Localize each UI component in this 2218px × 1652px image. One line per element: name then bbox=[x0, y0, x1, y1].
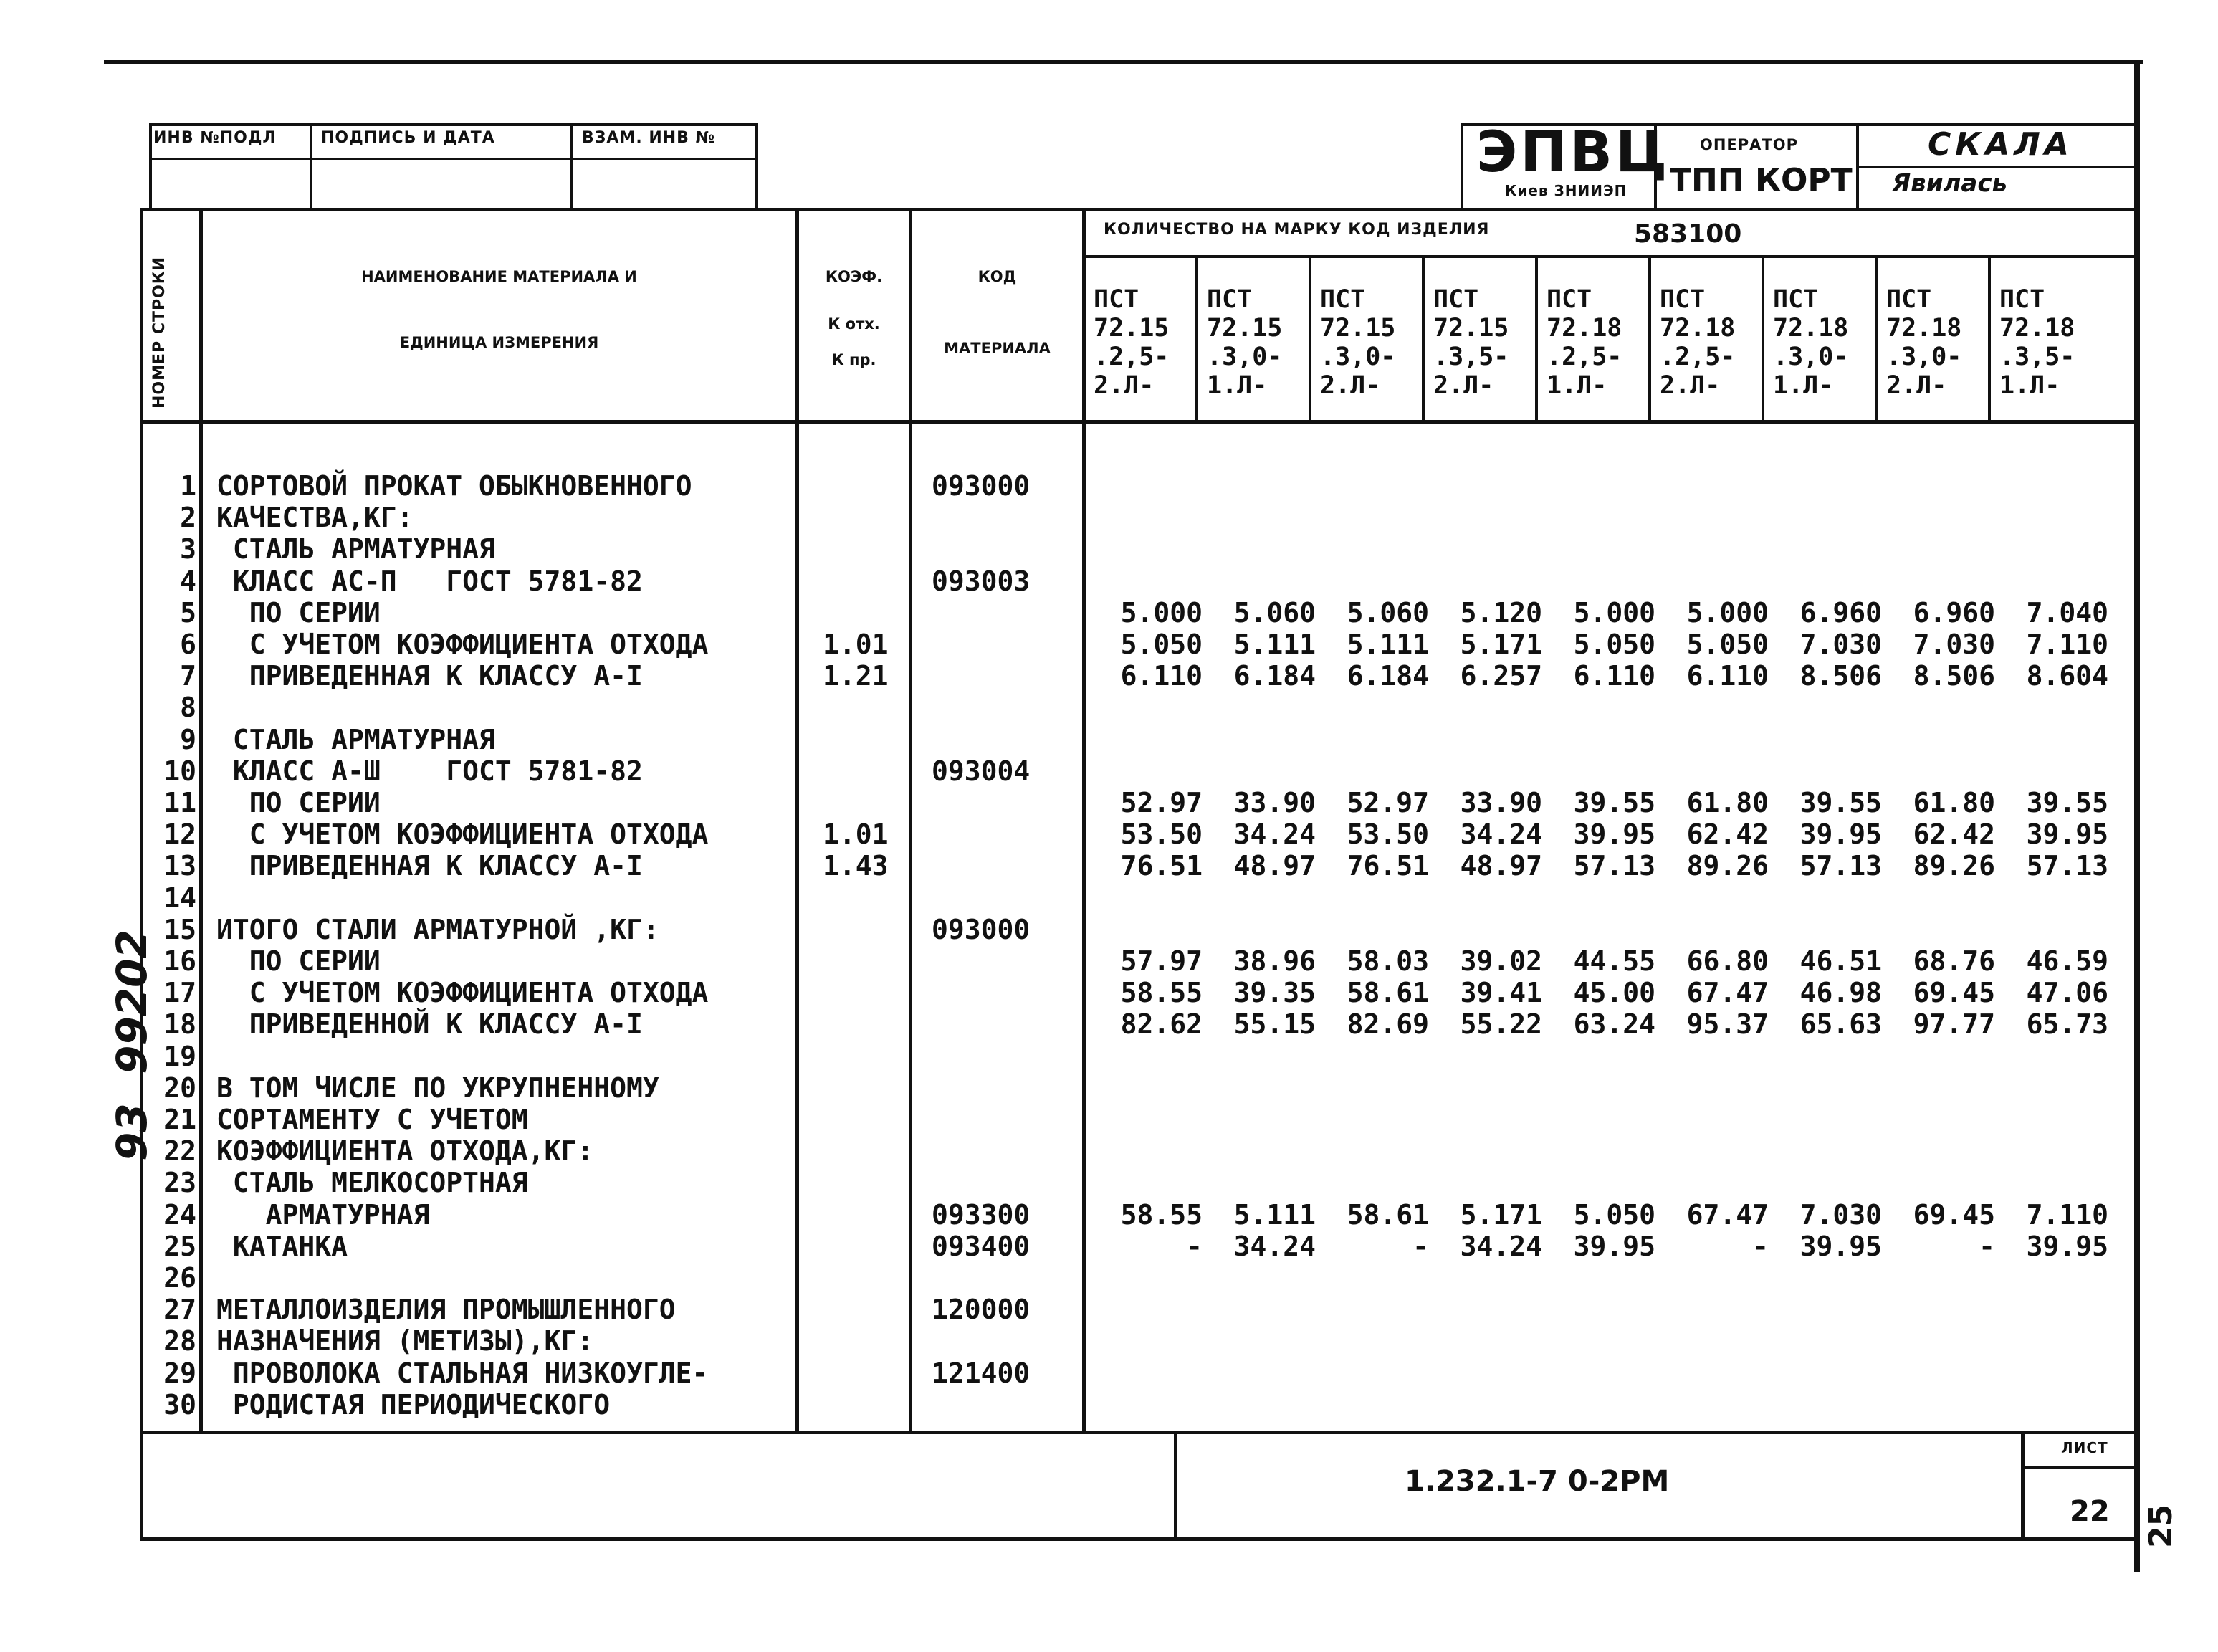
quantity-value: - bbox=[1752, 1231, 1769, 1262]
qty-col-div bbox=[1195, 255, 1198, 421]
col-div-name bbox=[199, 208, 203, 1433]
row-number: 28 bbox=[163, 1325, 196, 1357]
quantity-value: 39.95 bbox=[1799, 1231, 1882, 1262]
qty-col-div bbox=[1648, 255, 1651, 421]
quantity-value: 34.24 bbox=[1460, 818, 1542, 850]
quantity-value: 6.257 bbox=[1460, 660, 1542, 692]
row-number: 16 bbox=[163, 945, 196, 977]
quantity-value: 62.42 bbox=[1913, 818, 1995, 850]
row-number: 9 bbox=[180, 724, 196, 755]
row-number: 12 bbox=[163, 818, 196, 850]
quantity-value: 39.95 bbox=[1799, 818, 1882, 850]
coefficient: 1.43 bbox=[823, 850, 889, 882]
material-code: 093004 bbox=[932, 755, 1031, 787]
quantity-value: 47.06 bbox=[2026, 977, 2108, 1008]
quantity-value: 69.45 bbox=[1913, 977, 1995, 1008]
quantity-value: 89.26 bbox=[1686, 850, 1769, 882]
quantity-value: 5.171 bbox=[1460, 1199, 1542, 1231]
stamp-podpis: ПОДПИСЬ И ДАТА bbox=[321, 129, 495, 147]
quantity-value: 52.97 bbox=[1120, 787, 1203, 818]
quantity-value: 48.97 bbox=[1460, 850, 1542, 882]
quantity-value: - bbox=[1186, 1231, 1203, 1262]
code-header-2: МАТЕРИАЛА bbox=[944, 340, 1051, 357]
quantity-value: 39.55 bbox=[2026, 787, 2108, 818]
quantity-value: 5.111 bbox=[1233, 1199, 1316, 1231]
coef-header-3: К пр. bbox=[831, 351, 876, 368]
col-div-code bbox=[909, 208, 912, 1433]
quantity-value: 67.47 bbox=[1686, 1199, 1769, 1231]
material-name: КАЧЕСТВА,КГ: bbox=[216, 502, 414, 533]
quantity-value: 55.22 bbox=[1460, 1008, 1542, 1040]
quantity-value: 39.55 bbox=[1799, 787, 1882, 818]
quantity-value: 34.24 bbox=[1233, 1231, 1316, 1262]
row-number: 4 bbox=[180, 565, 196, 597]
material-name: СТАЛЬ АРМАТУРНАЯ bbox=[216, 724, 495, 755]
quantity-value: 68.76 bbox=[1913, 945, 1995, 977]
quantity-value: 44.55 bbox=[1573, 945, 1655, 977]
product-column-header: ПСТ 72.18 .2,5- 2.Л- bbox=[1660, 285, 1736, 400]
stamp-div1 bbox=[310, 123, 312, 209]
footer-list-line bbox=[2021, 1466, 2136, 1469]
material-code: 093000 bbox=[932, 914, 1031, 945]
quantity-value: 7.030 bbox=[1913, 629, 1995, 660]
quantity-value: 7.030 bbox=[1799, 1199, 1882, 1231]
quantity-value: 33.90 bbox=[1460, 787, 1542, 818]
row-number: 13 bbox=[163, 850, 196, 882]
quantity-value: 5.050 bbox=[1120, 629, 1203, 660]
material-name: С УЧЕТОМ КОЭФФИЦИЕНТА ОТХОДА bbox=[216, 818, 709, 850]
material-code: 093300 bbox=[932, 1199, 1031, 1231]
row-number: 27 bbox=[163, 1294, 196, 1325]
quantity-value: 39.95 bbox=[2026, 1231, 2108, 1262]
quantity-value: 39.02 bbox=[1460, 945, 1542, 977]
quantity-value: 58.61 bbox=[1347, 977, 1429, 1008]
quantity-value: 57.97 bbox=[1120, 945, 1203, 977]
quantity-value: 6.110 bbox=[1686, 660, 1769, 692]
header-bottom bbox=[140, 420, 2139, 424]
material-code: 121400 bbox=[932, 1357, 1031, 1389]
quantity-value: 33.90 bbox=[1233, 787, 1316, 818]
material-name: ПО СЕРИИ bbox=[216, 945, 381, 977]
row-number: 14 bbox=[163, 882, 196, 914]
row-number: 23 bbox=[163, 1167, 196, 1198]
footer-bottom bbox=[140, 1537, 2139, 1541]
material-name: ПРИВЕДЕННАЯ К КЛАССУ А-I bbox=[216, 850, 643, 882]
skala-label: СКАЛА bbox=[1928, 126, 2073, 163]
coefficient: 1.01 bbox=[823, 818, 889, 850]
quantity-value: 7.110 bbox=[2026, 629, 2108, 660]
coefficient: 1.01 bbox=[823, 629, 889, 660]
stamp-vzam: ВЗАМ. ИНВ № bbox=[582, 129, 716, 147]
material-name: СТАЛЬ АРМАТУРНАЯ bbox=[216, 533, 495, 565]
material-code: 093003 bbox=[932, 565, 1031, 597]
org-small: Киев ЗНИИЭП bbox=[1505, 182, 1627, 199]
quantity-value: 61.80 bbox=[1686, 787, 1769, 818]
quantity-value: 39.95 bbox=[1573, 1231, 1655, 1262]
name-header-2: ЕДИНИЦА ИЗМЕРЕНИЯ bbox=[399, 334, 599, 351]
row-number: 21 bbox=[163, 1104, 196, 1135]
material-name: ПО СЕРИИ bbox=[216, 787, 381, 818]
quantity-value: 61.80 bbox=[1913, 787, 1995, 818]
quantity-value: 5.111 bbox=[1347, 629, 1429, 660]
material-name: В ТОМ ЧИСЛЕ ПО УКРУПНЕННОМУ bbox=[216, 1072, 659, 1104]
quantity-value: 67.47 bbox=[1686, 977, 1769, 1008]
coef-header-1: КОЭФ. bbox=[825, 268, 883, 285]
quantity-value: 5.111 bbox=[1233, 629, 1316, 660]
row-number: 17 bbox=[163, 977, 196, 1008]
quantity-value: 38.96 bbox=[1233, 945, 1316, 977]
quantity-value: 7.110 bbox=[2026, 1199, 2108, 1231]
footer-top bbox=[140, 1431, 2139, 1434]
material-name: ПО СЕРИИ bbox=[216, 597, 381, 629]
material-code: 120000 bbox=[932, 1294, 1031, 1325]
quantity-value: - bbox=[1412, 1231, 1429, 1262]
quantity-value: 39.95 bbox=[2026, 818, 2108, 850]
quantity-value: 62.42 bbox=[1686, 818, 1769, 850]
operator-value: ТПП КОРТ bbox=[1670, 162, 1853, 199]
row-number: 30 bbox=[163, 1389, 196, 1421]
material-name: КОЭФФИЦИЕНТА ОТХОДА,КГ: bbox=[216, 1135, 594, 1167]
product-column-header: ПСТ 72.18 .3,5- 1.Л- bbox=[1999, 285, 2075, 400]
quantity-value: 69.45 bbox=[1913, 1199, 1995, 1231]
product-column-header: ПСТ 72.15 .2,5- 2.Л- bbox=[1094, 285, 1170, 400]
stamp-left-line bbox=[149, 123, 152, 209]
row-number: 5 bbox=[180, 597, 196, 629]
row-number: 3 bbox=[180, 533, 196, 565]
quantity-value: 58.61 bbox=[1347, 1199, 1429, 1231]
quantity-value: 6.960 bbox=[1913, 597, 1995, 629]
quantity-value: 39.95 bbox=[1573, 818, 1655, 850]
quantity-value: 57.13 bbox=[2026, 850, 2108, 882]
row-number: 2 bbox=[180, 502, 196, 533]
quantity-value: 5.000 bbox=[1686, 597, 1769, 629]
row-number: 22 bbox=[163, 1135, 196, 1167]
row-number-header: НОМЕР СТРОКИ bbox=[150, 256, 168, 409]
quantity-value: 45.00 bbox=[1573, 977, 1655, 1008]
coefficient: 1.21 bbox=[823, 660, 889, 692]
row-number: 1 bbox=[180, 470, 196, 502]
side-page-number: 25 bbox=[2143, 1504, 2179, 1548]
quantity-value: 66.80 bbox=[1686, 945, 1769, 977]
qty-col-div bbox=[1875, 255, 1878, 421]
qty-col-div bbox=[1762, 255, 1764, 421]
material-name: МЕТАЛЛОИЗДЕЛИЯ ПРОМЫШЛЕННОГО bbox=[216, 1294, 676, 1325]
row-number: 6 bbox=[180, 629, 196, 660]
stamp-top-line bbox=[149, 123, 758, 126]
stamp-inv-podl: ИНВ №ПОДЛ bbox=[153, 129, 277, 147]
footer-div2 bbox=[2021, 1431, 2025, 1538]
quantity-value: 39.35 bbox=[1233, 977, 1316, 1008]
quantity-value: 5.000 bbox=[1120, 597, 1203, 629]
material-name: АРМАТУРНАЯ bbox=[216, 1199, 430, 1231]
operator-label: ОПЕРАТОР bbox=[1700, 136, 1798, 153]
quantity-value: 55.15 bbox=[1233, 1008, 1316, 1040]
row-number: 24 bbox=[163, 1199, 196, 1231]
material-name: НАЗНАЧЕНИЯ (МЕТИЗЫ),КГ: bbox=[216, 1325, 594, 1357]
product-column-header: ПСТ 72.18 .2,5- 1.Л- bbox=[1547, 285, 1622, 400]
quantity-value: 53.50 bbox=[1347, 818, 1429, 850]
qty-sub-line bbox=[1082, 255, 2139, 258]
name-header-1: НАИМЕНОВАНИЕ МАТЕРИАЛА И bbox=[361, 268, 637, 285]
material-name: ПРИВЕДЕННАЯ К КЛАССУ А-I bbox=[216, 660, 643, 692]
table-left bbox=[140, 208, 143, 1541]
row-number: 10 bbox=[163, 755, 196, 787]
row-number: 15 bbox=[163, 914, 196, 945]
material-code: 093000 bbox=[932, 470, 1031, 502]
quantity-value: 95.37 bbox=[1686, 1008, 1769, 1040]
quantity-value: 39.41 bbox=[1460, 977, 1542, 1008]
row-number: 26 bbox=[163, 1262, 196, 1294]
quantity-value: 8.506 bbox=[1799, 660, 1882, 692]
quantity-value: 63.24 bbox=[1573, 1008, 1655, 1040]
quantity-value: 46.51 bbox=[1799, 945, 1882, 977]
list-number: 22 bbox=[2070, 1495, 2110, 1528]
qty-col-div bbox=[1309, 255, 1311, 421]
side-inventory-number: 93 99202 bbox=[107, 930, 156, 1161]
stamp-div2 bbox=[570, 123, 573, 209]
quantity-value: 57.13 bbox=[1799, 850, 1882, 882]
material-code: 093400 bbox=[932, 1231, 1031, 1262]
quantity-value: 5.060 bbox=[1233, 597, 1316, 629]
quantity-value: 57.13 bbox=[1573, 850, 1655, 882]
quantity-value: 46.59 bbox=[2026, 945, 2108, 977]
quantity-value: 6.110 bbox=[1120, 660, 1203, 692]
quantity-value: 97.77 bbox=[1913, 1008, 1995, 1040]
product-column-header: ПСТ 72.18 .3,0- 2.Л- bbox=[1886, 285, 1962, 400]
qty-header: КОЛИЧЕСТВО НА МАРКУ КОД ИЗДЕЛИЯ bbox=[1104, 221, 1490, 239]
quantity-value: 8.506 bbox=[1913, 660, 1995, 692]
quantity-value: 34.24 bbox=[1233, 818, 1316, 850]
code-header-1: КОД bbox=[977, 268, 1017, 285]
quantity-value: 65.73 bbox=[2026, 1008, 2108, 1040]
table-top bbox=[140, 208, 2139, 211]
quantity-value: 6.960 bbox=[1799, 597, 1882, 629]
quantity-value: 5.050 bbox=[1686, 629, 1769, 660]
row-number: 8 bbox=[180, 692, 196, 723]
material-name: С УЧЕТОМ КОЭФФИЦИЕНТА ОТХОДА bbox=[216, 977, 709, 1008]
material-name: ИТОГО СТАЛИ АРМАТУРНОЙ ,КГ: bbox=[216, 914, 659, 945]
quantity-value: 5.120 bbox=[1460, 597, 1542, 629]
material-name: СОРТОВОЙ ПРОКАТ ОБЫКНОВЕННОГО bbox=[216, 470, 692, 502]
product-code: 583100 bbox=[1634, 219, 1742, 249]
row-number: 20 bbox=[163, 1072, 196, 1104]
quantity-value: 58.55 bbox=[1120, 1199, 1203, 1231]
row-number: 19 bbox=[163, 1041, 196, 1072]
quantity-value: 8.604 bbox=[2026, 660, 2108, 692]
quantity-value: 7.030 bbox=[1799, 629, 1882, 660]
row-number: 7 bbox=[180, 660, 196, 692]
material-name: СТАЛЬ МЕЛКОСОРТНАЯ bbox=[216, 1167, 528, 1198]
quantity-value: 58.55 bbox=[1120, 977, 1203, 1008]
quantity-value: 34.24 bbox=[1460, 1231, 1542, 1262]
quantity-value: 5.000 bbox=[1573, 597, 1655, 629]
quantity-value: 7.040 bbox=[2026, 597, 2108, 629]
org-logo: ЭПВЦ bbox=[1476, 120, 1670, 185]
quantity-value: 5.050 bbox=[1573, 629, 1655, 660]
material-name: РОДИСТАЯ ПЕРИОДИЧЕСКОГО bbox=[216, 1389, 611, 1421]
quantity-value: 6.184 bbox=[1233, 660, 1316, 692]
quantity-value: 89.26 bbox=[1913, 850, 1995, 882]
rstamp-mid bbox=[1856, 166, 2134, 168]
quantity-value: 39.55 bbox=[1573, 787, 1655, 818]
product-column-header: ПСТ 72.18 .3,0- 1.Л- bbox=[1773, 285, 1849, 400]
row-number: 11 bbox=[163, 787, 196, 818]
col-div-qty bbox=[1082, 208, 1086, 1433]
product-column-header: ПСТ 72.15 .3,5- 2.Л- bbox=[1433, 285, 1509, 400]
quantity-value: 65.63 bbox=[1799, 1008, 1882, 1040]
skala-signature: Явилась bbox=[1892, 169, 2008, 198]
quantity-value: 48.97 bbox=[1233, 850, 1316, 882]
quantity-value: 46.98 bbox=[1799, 977, 1882, 1008]
row-number: 18 bbox=[163, 1008, 196, 1040]
quantity-value: 5.050 bbox=[1573, 1199, 1655, 1231]
footer-div1 bbox=[1174, 1431, 1177, 1538]
qty-col-div bbox=[1422, 255, 1425, 421]
quantity-value: - bbox=[1979, 1231, 1995, 1262]
coef-header-2: К отх. bbox=[828, 315, 880, 333]
right-border bbox=[2134, 60, 2140, 1572]
quantity-value: 5.060 bbox=[1347, 597, 1429, 629]
document-code: 1.232.1-7 0-2РМ bbox=[1405, 1465, 1670, 1498]
material-name: КАТАНКА bbox=[216, 1231, 348, 1262]
qty-col-div bbox=[1535, 255, 1538, 421]
material-name: ПРОВОЛОКА СТАЛЬНАЯ НИЗКОУГЛЕ- bbox=[216, 1357, 709, 1389]
material-name: КЛАСС А-Ш ГОСТ 5781-82 bbox=[216, 755, 643, 787]
row-number: 25 bbox=[163, 1231, 196, 1262]
stamp-mid-line bbox=[149, 158, 758, 160]
col-div-coef bbox=[795, 208, 799, 1433]
rstamp-left bbox=[1461, 123, 1463, 209]
material-name: СОРТАМЕНТУ С УЧЕТОМ bbox=[216, 1104, 528, 1135]
quantity-value: 76.51 bbox=[1347, 850, 1429, 882]
top-rule bbox=[104, 60, 2143, 64]
product-column-header: ПСТ 72.15 .3,0- 1.Л- bbox=[1207, 285, 1283, 400]
list-label: ЛИСТ bbox=[2061, 1439, 2108, 1456]
quantity-value: 5.171 bbox=[1460, 629, 1542, 660]
material-name: ПРИВЕДЕННОЙ К КЛАССУ А-I bbox=[216, 1008, 643, 1040]
quantity-value: 82.69 bbox=[1347, 1008, 1429, 1040]
quantity-value: 6.184 bbox=[1347, 660, 1429, 692]
row-number: 29 bbox=[163, 1357, 196, 1389]
material-name: КЛАСС АС-П ГОСТ 5781-82 bbox=[216, 565, 643, 597]
quantity-value: 76.51 bbox=[1120, 850, 1203, 882]
quantity-value: 82.62 bbox=[1120, 1008, 1203, 1040]
quantity-value: 53.50 bbox=[1120, 818, 1203, 850]
quantity-value: 52.97 bbox=[1347, 787, 1429, 818]
qty-col-div bbox=[1988, 255, 1991, 421]
quantity-value: 58.03 bbox=[1347, 945, 1429, 977]
product-column-header: ПСТ 72.15 .3,0- 2.Л- bbox=[1320, 285, 1396, 400]
quantity-value: 6.110 bbox=[1573, 660, 1655, 692]
stamp-div3 bbox=[755, 123, 758, 209]
material-name: С УЧЕТОМ КОЭФФИЦИЕНТА ОТХОДА bbox=[216, 629, 709, 660]
